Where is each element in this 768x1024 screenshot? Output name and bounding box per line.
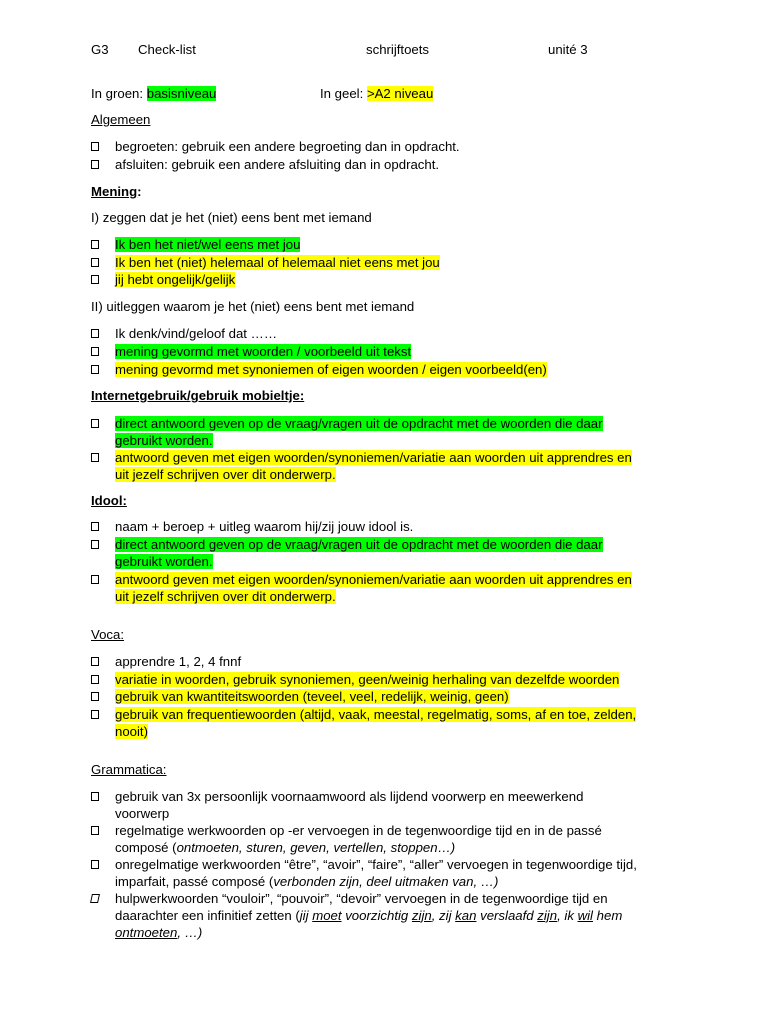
- header-group: G3: [91, 42, 109, 57]
- heading-internetgebruik: Internetgebruik/gebruik mobieltje:: [91, 388, 305, 403]
- legend-yellow: [320, 86, 433, 101]
- mening-sub-2: II) uitleggen waarom je het (niet) eens bent met iemand: [91, 299, 415, 314]
- heading-idool: Idool:: [91, 493, 127, 508]
- checkbox-icon: [91, 575, 99, 584]
- heading-mening: Mening:: [91, 184, 142, 199]
- legend-yellow-label: >A2 niveau: [366, 86, 434, 101]
- checkbox-icon: [91, 365, 99, 374]
- checkbox-icon: [91, 710, 99, 719]
- checkbox-icon: [91, 419, 99, 428]
- checkbox-icon: [91, 142, 99, 151]
- checkbox-icon: [91, 675, 99, 684]
- legend-green: [91, 86, 216, 101]
- header-title: Check-list: [138, 42, 196, 57]
- checkbox-icon: [91, 329, 99, 338]
- checkbox-icon: [91, 258, 99, 267]
- checkbox-icon: [91, 540, 99, 549]
- checkbox-icon: [91, 347, 99, 356]
- checkbox-icon: [90, 894, 100, 903]
- header-unit: unité 3: [548, 42, 588, 57]
- checkbox-icon: [91, 522, 99, 531]
- heading-algemeen: Algemeen: [91, 112, 151, 127]
- header-test: schrijftoets: [366, 42, 430, 57]
- checkbox-icon: [91, 453, 99, 462]
- mening-sub-1: I) zeggen dat je het (niet) eens bent met iemand: [91, 210, 372, 225]
- checkbox-icon: [91, 860, 99, 869]
- heading-voca: Voca:: [91, 627, 124, 642]
- checkbox-icon: [91, 657, 99, 666]
- checkbox-icon: [91, 240, 99, 249]
- legend-green-label: basisniveau: [146, 86, 217, 101]
- checkbox-icon: [91, 692, 99, 701]
- document-page: G3 Check-list schrijftoets unité 3 In groen: basisniveau In geel: >A2 niveau Algemeen begroeten: gebruik een andere begroeting dan in opdracht. afsluiten: gebruik een andere afsluiting dan in opdracht. Mening: I) zeggen dat je het (niet) eens bent met iemand Ik ben het niet/wel eens met jou Ik ben het (niet) helemaal of helemaal niet eens met jou jij hebt ongelijk/gelijk II) uitleggen waarom je het (niet) eens bent met iemand Ik denk/vind/geloof dat …… mening gevormd met woorden / voorbeeld uit tekst mening gevormd met synoniemen of eigen woorden / eigen voorbeeld(en) Internetgebruik/gebruik mobieltje: direct antwoord geven op de vraag/vragen uit de opdracht met de woorden die daar gebruikt worden. antwoord geven met eigen woorden/synoniemen/variatie aan woorden uit apprendres en uit jezelf schrijven over dit onderwerp. Idool: naam + beroep + uitleg waarom hij/zij jouw idool is. direct antwoord geven op de vraag/vragen uit de opdracht met de woorden die daar gebruikt worden. antwoord geven met eigen woorden/synoniemen/variatie aan woorden uit apprendres en uit jezelf schrijven over dit onderwerp. Voca: apprendre 1, 2, 4 fnnf variatie in woorden, gebruik synoniemen, geen/weinig herhaling van dezelfde woorden gebruik van kwantiteitswoorden (teveel, veel, redelijk, weinig, geen) gebruik van frequentiewoorden (altijd, vaak, meestal, regelmatig, soms, af en toe, zelden, nooit) Grammatica: gebruik van 3x persoonlijk voornaamwoord als lijdend voorwerp en meewerkend voorwerp regelmatige werkwoorden op -er vervoegen in de tegenwoordige tijd en in de passé composé (ontmoeten, sturen, geven, vertellen, stoppen…) onregelmatige werkwoorden “être”, “avoir”, “faire”, “aller” vervoegen in tegenwoordige tijd, imparfait, passé composé (verbonden zijn, deel uitmaken van, …) hulpwerkwoorden “vouloir”, “pouvoir”, “devoir” vervoegen in de tegenwoordige tijd en daarachter een infinitief zetten (jij moet voorzichtig zijn, zij kan verslaafd zijn, ik wil hem ontmoeten, …): [91, 42, 637, 940]
- legend-green-prefix: In groen:: [91, 86, 144, 101]
- checkbox-icon: [91, 826, 99, 835]
- legend-yellow-prefix: In geel:: [320, 86, 364, 101]
- heading-grammatica: Grammatica:: [91, 762, 167, 777]
- checkbox-icon: [91, 275, 99, 284]
- checkbox-icon: [91, 792, 99, 801]
- checkbox-icon: [91, 160, 99, 169]
